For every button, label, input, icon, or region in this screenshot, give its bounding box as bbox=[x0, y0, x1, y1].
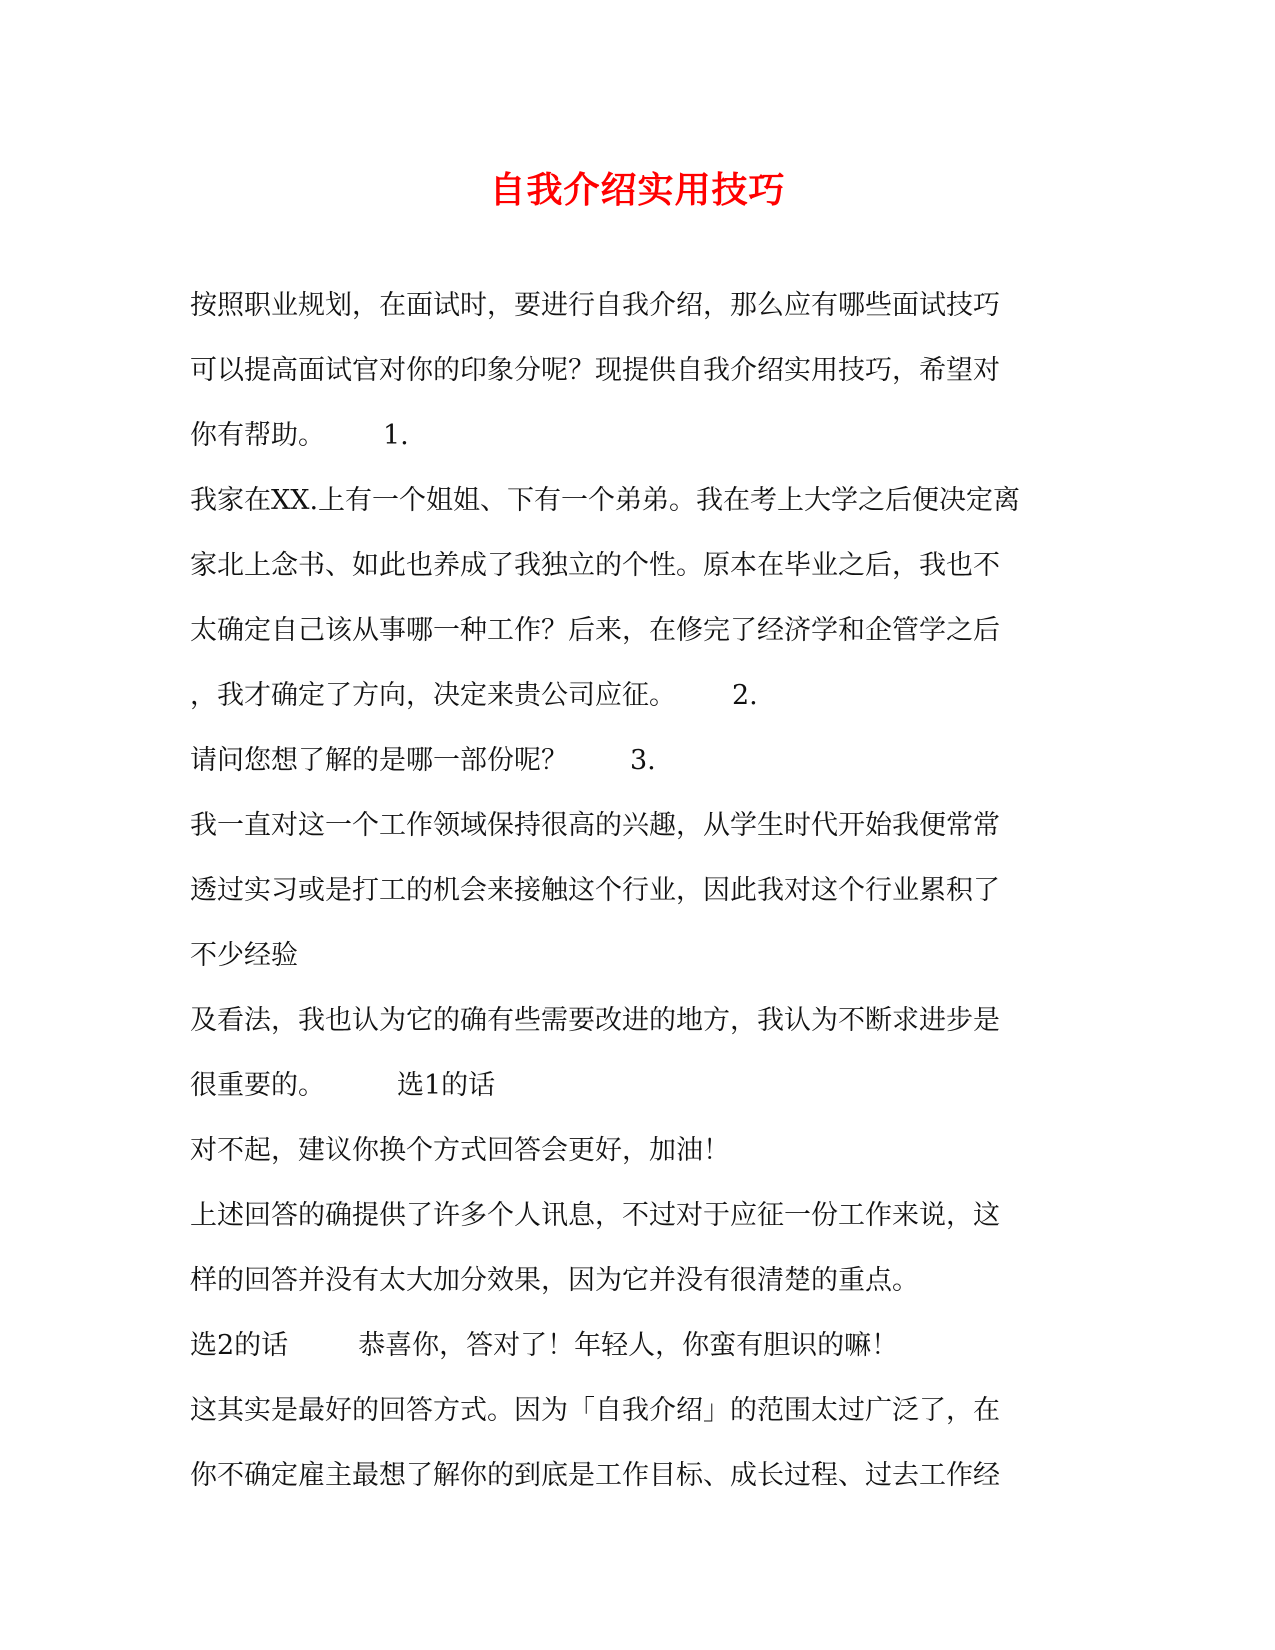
paragraph-line bbox=[190, 672, 1090, 737]
paragraph-line bbox=[190, 997, 1090, 1062]
line-text: 不少经验 bbox=[190, 940, 298, 971]
option-label: 选1的话 bbox=[397, 1070, 496, 1101]
section-number: 3. bbox=[630, 745, 656, 776]
line-text: 你不确定雇主最想了解你的到底是工作目标、成长过程、过去工作经 bbox=[190, 1460, 1000, 1491]
line-text: 我家在XX.上有一个姐姐、下有一个弟弟。我在考上大学之后便决定离 bbox=[190, 485, 1021, 516]
option-label: 选2的话 bbox=[190, 1330, 289, 1361]
line-text: 你有帮助。 bbox=[190, 420, 325, 451]
line-text: 样的回答并没有太大加分效果，因为它并没有很清楚的重点。 bbox=[190, 1265, 919, 1296]
line-text: 太确定自己该从事哪一种工作？后来，在修完了经济学和企管学之后 bbox=[190, 615, 1000, 646]
document-title: 自我介绍实用技巧 bbox=[489, 169, 786, 211]
paragraph-line bbox=[190, 932, 1090, 997]
line-text: 按照职业规划，在面试时，要进行自我介绍，那么应有哪些面试技巧 bbox=[190, 290, 1000, 321]
line-text: ，我才确定了方向，决定来贵公司应征。 bbox=[190, 680, 676, 711]
line-text: 恭喜你，答对了！年轻人，你蛮有胆识的嘛！ bbox=[358, 1330, 899, 1361]
paragraph-line bbox=[190, 347, 1090, 412]
paragraph-line bbox=[190, 737, 1090, 802]
paragraph-line bbox=[190, 1452, 1090, 1517]
paragraph-line bbox=[190, 607, 1090, 672]
paragraph-line bbox=[190, 1387, 1090, 1452]
paragraph-line bbox=[190, 412, 1090, 477]
paragraph-line bbox=[190, 1192, 1090, 1257]
line-text: 及看法，我也认为它的确有些需要改进的地方，我认为不断求进步是 bbox=[190, 1005, 1000, 1036]
line-text: 上述回答的确提供了许多个人讯息，不过对于应征一份工作来说，这 bbox=[190, 1200, 1000, 1231]
line-text: 这其实是最好的回答方式。因为「自我介绍」的范围太过广泛了，在 bbox=[190, 1395, 1000, 1426]
line-text: 很重要的。 bbox=[190, 1070, 325, 1101]
paragraph-line bbox=[190, 282, 1090, 347]
line-text: 对不起，建议你换个方式回答会更好，加油！ bbox=[190, 1135, 730, 1166]
paragraph-line bbox=[190, 542, 1090, 607]
paragraph-line bbox=[190, 1127, 1090, 1192]
paragraph-line bbox=[190, 867, 1090, 932]
section-number: 1. bbox=[383, 420, 409, 451]
section-number: 2. bbox=[732, 680, 758, 711]
line-text: 请问您想了解的是哪一部份呢？ bbox=[190, 745, 568, 776]
line-text: 透过实习或是打工的机会来接触这个行业，因此我对这个行业累积了 bbox=[190, 875, 1000, 906]
paragraph-line bbox=[190, 1062, 1090, 1127]
paragraph-line bbox=[190, 1322, 1090, 1387]
document-body bbox=[190, 282, 1090, 1517]
line-text: 可以提高面试官对你的印象分呢？现提供自我介绍实用技巧，希望对 bbox=[190, 355, 1000, 386]
paragraph-line bbox=[190, 1257, 1090, 1322]
line-text: 我一直对这一个工作领域保持很高的兴趣，从学生时代开始我便常常 bbox=[190, 810, 1000, 841]
paragraph-line bbox=[190, 477, 1090, 542]
paragraph-line bbox=[190, 802, 1090, 867]
line-text: 家北上念书、如此也养成了我独立的个性。原本在毕业之后，我也不 bbox=[190, 550, 1000, 581]
